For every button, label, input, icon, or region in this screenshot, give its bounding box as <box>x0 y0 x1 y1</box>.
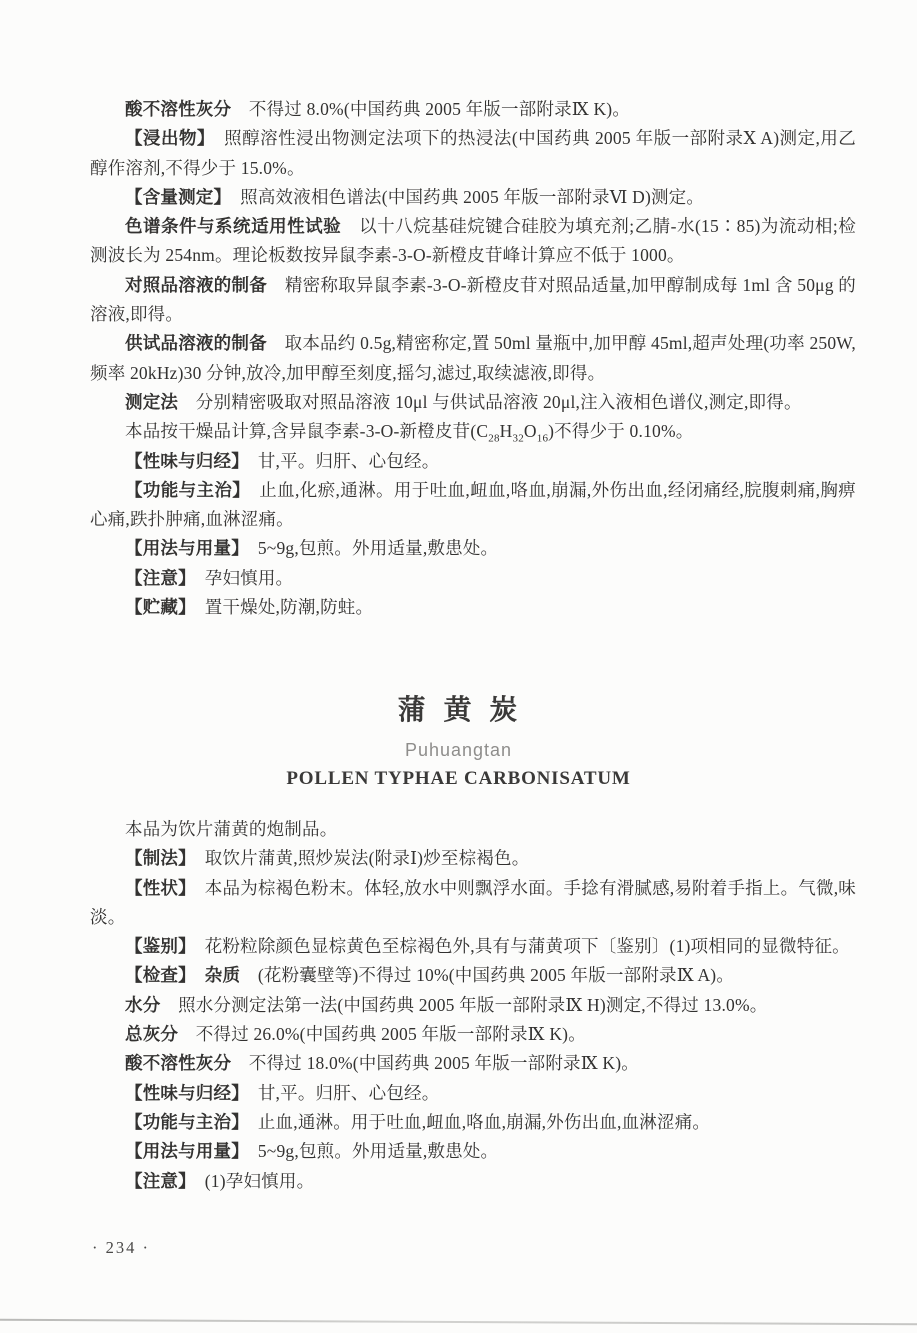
paragraph-label: 【制法】 <box>125 848 188 869</box>
paragraph <box>90 1108 856 1137</box>
paragraph-text: 孕妇慎用。 <box>187 567 294 588</box>
paragraph-label: 【功能与主治】 <box>125 1111 241 1132</box>
paragraph-text: 照高效液相色谱法(中国药典 2005 年版一部附录Ⅵ D)测定。 <box>222 186 705 207</box>
monograph-title-pinyin: Puhuangtan <box>404 740 513 760</box>
paragraph-text: 以十八烷基硅烷键合硅胶为填充剂;乙腈-水(15∶85)为流动相;检测波长为 254nm。理论板数按异鼠李素-3-O-新橙皮苷峰计算应不低于 1000。 <box>90 216 856 266</box>
paragraph-text: 花粉粒除颜色显棕黄色至棕褐色外,具有与蒲黄项下〔鉴别〕(1)项相同的显微特征。 <box>187 936 850 957</box>
paragraph <box>90 124 856 183</box>
paragraph-label: 【性味与归经】 <box>125 1082 241 1103</box>
paragraph-text: 不得过 26.0%(中国药典 2005 年版一部附录Ⅸ K)。 <box>178 1024 586 1045</box>
paragraph-label: 【用法与用量】 <box>125 1141 241 1162</box>
paragraph-text: 止血,化瘀,通淋。用于吐血,衄血,咯血,崩漏,外伤出血,经闭痛经,脘腹刺痛,胸痹心痛,跌扑肿痛,血淋涩痛。 <box>90 479 856 530</box>
paragraph-text: H <box>499 421 513 442</box>
paragraph-text: 置干燥处,防潮,防蛀。 <box>187 597 374 618</box>
paragraph <box>90 476 856 535</box>
paragraph-text: 28 <box>488 432 500 445</box>
paragraph-text: 甘,平。归肝、心包经。 <box>240 450 440 471</box>
monograph-title-latin: POLLEN TYPHAE CARBONISATUM <box>286 768 631 789</box>
paragraph-text: 不得过 8.0%(中国药典 2005 年版一部附录Ⅸ K)。 <box>231 99 631 119</box>
paragraph-text: 16 <box>536 432 549 445</box>
monograph-title-chinese: 蒲 黄 炭 <box>397 694 520 725</box>
paragraph-label: 【用法与用量】 <box>125 538 241 559</box>
paragraph-text: (1)孕妇慎用。 <box>187 1170 315 1191</box>
page-edge-line <box>0 1319 917 1326</box>
paragraph <box>90 815 856 844</box>
paragraph <box>90 1020 856 1049</box>
prev-monograph-body <box>90 95 856 622</box>
paragraph-label: 对照品溶液的制备 <box>125 274 268 295</box>
paragraph-text: 5~9g,包煎。外用适量,敷患处。 <box>240 1141 499 1162</box>
paragraph <box>90 447 856 476</box>
paragraph <box>90 961 856 990</box>
paragraph-label: 【浸出物】 <box>125 128 207 149</box>
paragraph <box>90 329 856 388</box>
paragraph-label: 【检查】 <box>125 965 188 986</box>
paragraph-label: 【功能与主治】 <box>125 479 242 500</box>
paragraph-text: 本品为饮片蒲黄的炮制品。 <box>125 819 338 839</box>
paragraph <box>90 212 856 271</box>
paragraph-text: (花粉囊壁等)不得过 10%(中国药典 2005 年版一部附录Ⅸ A)。 <box>240 965 735 986</box>
paragraph-label: 水分 <box>125 994 161 1015</box>
paragraph-label: 供试品溶液的制备 <box>125 333 267 354</box>
paragraph-text: 本品按干燥品计算,含异鼠李素-3-O-新橙皮苷(C <box>125 421 489 442</box>
paragraph-text: O <box>523 421 537 442</box>
paragraph-text: 5~9g,包煎。外用适量,敷患处。 <box>240 538 499 559</box>
paragraph-text: 32 <box>512 432 524 445</box>
paragraph-text: 止血,通淋。用于吐血,衄血,咯血,崩漏,外伤出血,血淋涩痛。 <box>240 1111 711 1132</box>
paragraph <box>90 844 856 873</box>
paragraph-label: 色谱条件与系统适用性试验 <box>125 216 342 237</box>
paragraph <box>90 95 856 124</box>
paragraph <box>90 1049 856 1078</box>
paragraph <box>90 991 856 1020</box>
paragraph-label: 杂质 <box>204 965 241 986</box>
page-number: · 234 · <box>92 1238 150 1257</box>
paragraph-label: 【鉴别】 <box>125 936 188 957</box>
paragraph <box>90 183 856 212</box>
paragraph <box>90 271 856 330</box>
paragraph-text: 甘,平。归肝、心包经。 <box>240 1082 440 1103</box>
paragraph-text: 分别精密吸取对照品溶液 10μl 与供试品溶液 20μl,注入液相色谱仪,测定,即得。 <box>178 391 802 412</box>
paragraph-label: 【注意】 <box>125 567 188 588</box>
paragraph-text: 照水分测定法第一法(中国药典 2005 年版一部附录Ⅸ H)测定,不得过 13.0%。 <box>160 994 768 1015</box>
paragraph <box>90 534 856 563</box>
paragraph <box>90 1167 856 1196</box>
paragraph <box>90 593 856 622</box>
paragraph-label: 【贮藏】 <box>125 597 188 618</box>
paragraph-text <box>187 965 205 985</box>
paragraph-label: 【性状】 <box>125 877 188 898</box>
paragraph-label: 总灰分 <box>125 1024 179 1045</box>
monograph-title-block <box>0 688 917 790</box>
paragraph <box>90 932 856 961</box>
paragraph <box>90 874 856 933</box>
paragraph <box>90 1079 856 1108</box>
paragraph-text: 取饮片蒲黄,照炒炭法(附录Ⅰ)炒至棕褐色。 <box>187 848 530 869</box>
paragraph <box>90 1137 856 1166</box>
paragraph-text: 不得过 18.0%(中国药典 2005 年版一部附录Ⅸ K)。 <box>231 1053 639 1074</box>
paragraph-label: 【性味与归经】 <box>125 450 241 471</box>
paragraph-label: 【注意】 <box>125 1170 188 1191</box>
paragraph-text: 精密称取异鼠李素-3-O-新橙皮苷对照品适量,加甲醇制成每 1ml 含 50μg 的溶液,即得。 <box>90 274 857 325</box>
paragraph-label: 测定法 <box>125 391 179 412</box>
paragraph-label: 酸不溶性灰分 <box>125 1053 232 1074</box>
paragraph <box>90 388 856 417</box>
paragraph <box>90 417 856 446</box>
paragraph <box>90 564 856 593</box>
paragraph-text: 照醇溶性浸出物测定法项下的热浸法(中国药典 2005 年版一部附录Ⅹ A)测定,用乙醇作溶剂,不得少于 15.0%。 <box>90 128 857 178</box>
monograph-body <box>90 815 856 1196</box>
paragraph-label: 【含量测定】 <box>125 186 223 207</box>
paragraph-text: )不得少于 0.10%。 <box>548 421 694 442</box>
paragraph-text: 取本品约 0.5g,精密称定,置 50ml 量瓶中,加甲醇 45ml,超声处理(功率 250W,频率 20kHz)30 分钟,放冷,加甲醇至刻度,摇匀,滤过,取续滤液,即得。 <box>90 333 856 383</box>
paragraph-text: 本品为棕褐色粉末。体轻,放水中则飘浮水面。手捻有滑腻感,易附着手指上。气微,味淡。 <box>90 877 856 927</box>
paragraph-label: 酸不溶性灰分 <box>125 99 232 119</box>
